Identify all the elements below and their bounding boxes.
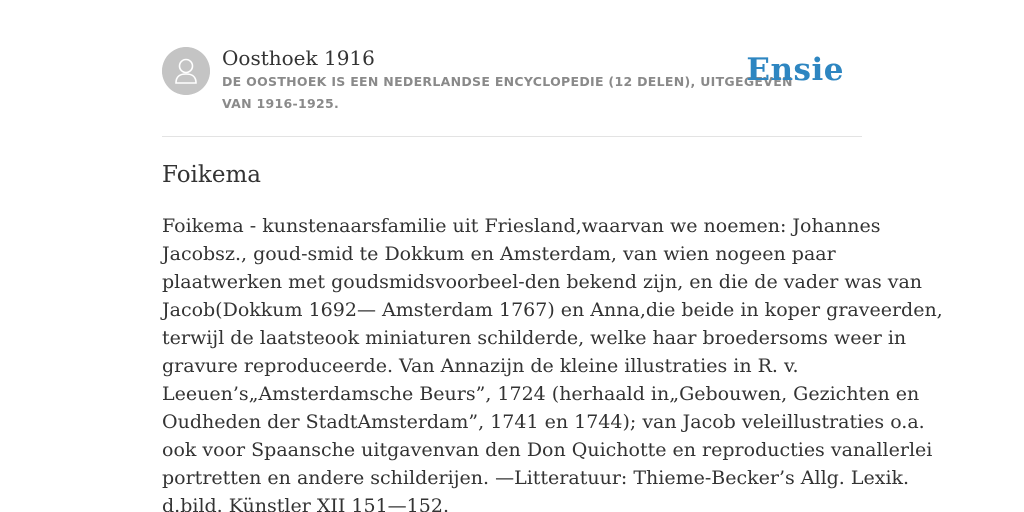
ensie-logo[interactable]: Ensie xyxy=(746,52,844,88)
source-description-line: DE OOSTHOEK IS EEN NEDERLANDSE ENCYCLOPEDIE (12 DELEN), UITGEGEVEN xyxy=(222,74,793,89)
article-line: Foikema - kunstenaarsfamilie uit Friesland,waarvan we noemen: Johannes xyxy=(162,215,881,237)
article-line: Oudheden der StadtAmsterdam”, 1741 en 1744); van Jacob veleillustraties o.a. xyxy=(162,411,925,433)
source-description-line: VAN 1916-1925. xyxy=(222,96,340,111)
article-line: ook voor Spaansche uitgavenvan den Don Quichotte en reproducties vanallerlei xyxy=(162,439,933,461)
article-title: Foikema xyxy=(162,162,261,188)
article-line: plaatwerken met goudsmidsvoorbeel-den bekend zijn, en die de vader was van xyxy=(162,271,923,293)
source-title[interactable]: Oosthoek 1916 xyxy=(222,46,375,70)
article-body xyxy=(162,212,943,512)
article-line: Leeuen’s„Amsterdamsche Beurs”, 1724 (herhaald in„Gebouwen, Gezichten en xyxy=(162,383,920,405)
article-line: Jacobsz., goud-smid te Dokkum en Amsterdam, van wien nogeen paar xyxy=(162,243,836,265)
user-icon xyxy=(162,47,210,95)
article-line: terwijl de laatsteook miniaturen schilderde, welke haar broedersoms weer in xyxy=(162,327,907,349)
source-description xyxy=(222,71,793,115)
article-line: portretten en andere schilderijen. —Litteratuur: Thieme-Becker’s Allg. Lexik. xyxy=(162,467,910,489)
article-line: d.bild. Künstler XII 151—152. xyxy=(162,495,449,512)
source-avatar[interactable] xyxy=(162,47,210,95)
source-header xyxy=(162,0,862,137)
article-line: gravure reproduceerde. Van Annazijn de kleine illustraties in R. v. xyxy=(162,355,799,377)
article-line: Jacob(Dokkum 1692— Amsterdam 1767) en Anna,die beide in koper graveerden, xyxy=(162,299,943,321)
